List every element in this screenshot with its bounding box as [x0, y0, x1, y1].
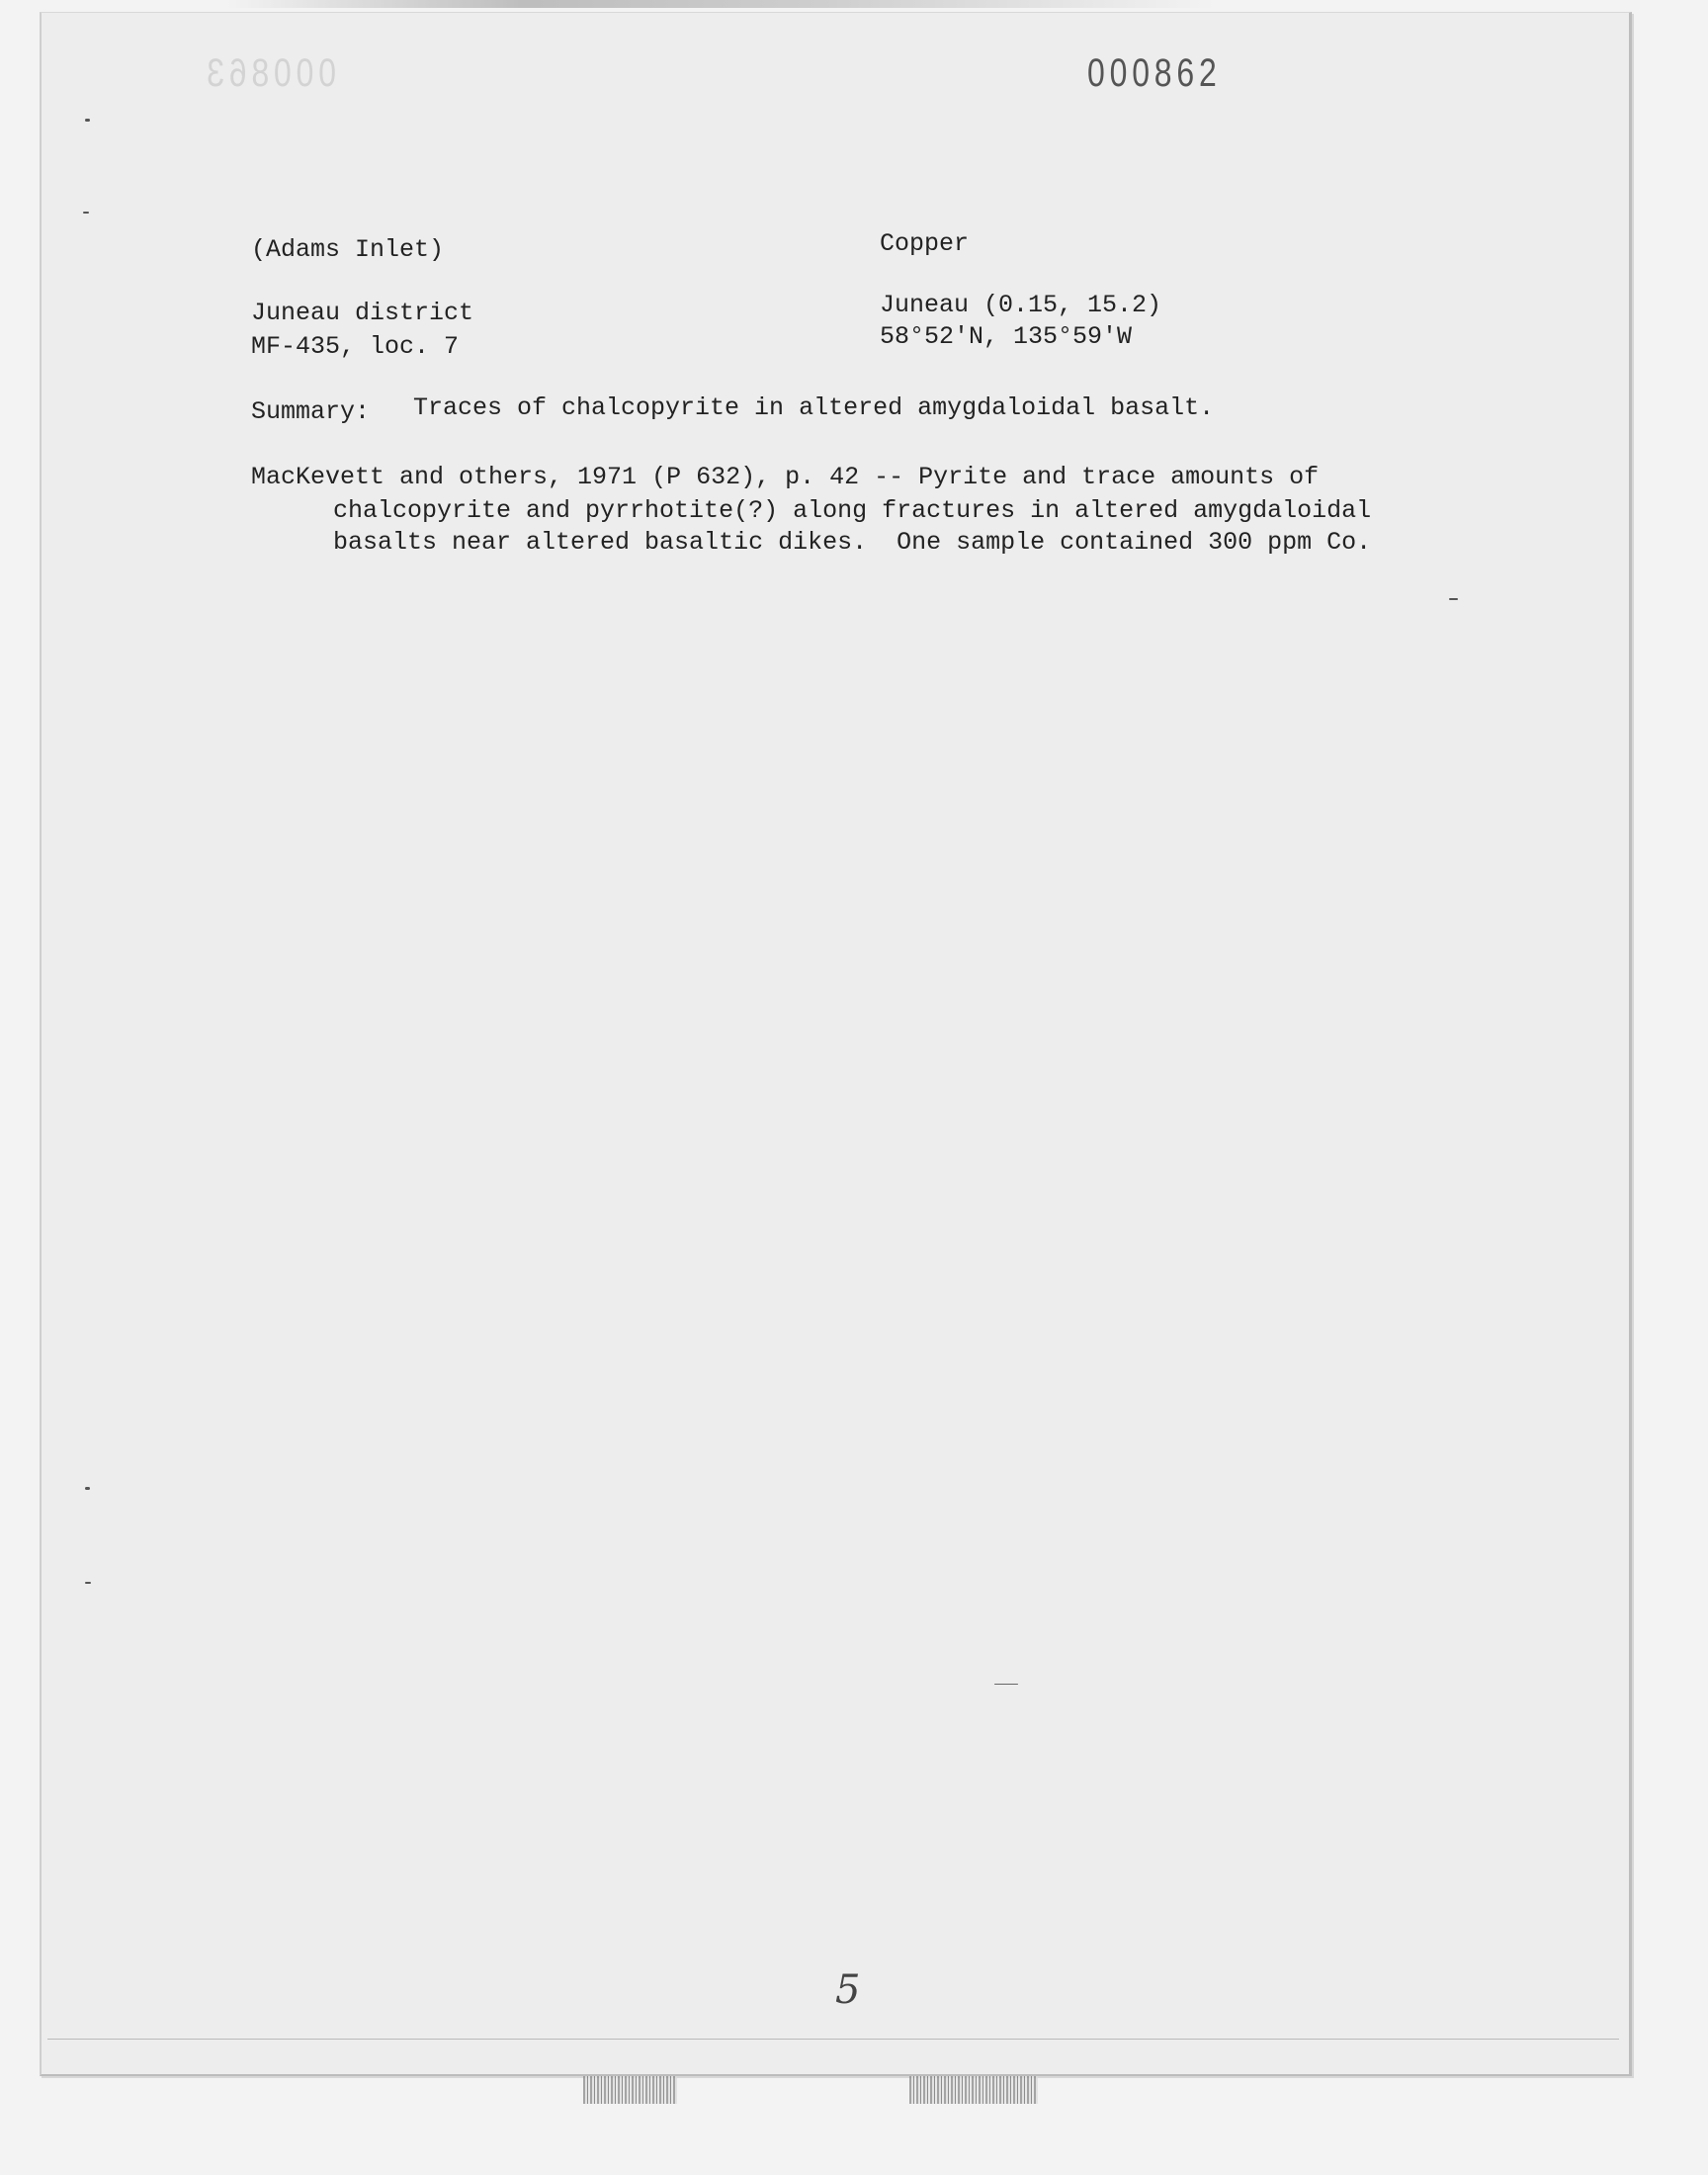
summary-text: Traces of chalcopyrite in altered amygdaloidal basalt. — [413, 393, 1215, 422]
map-reference: MF-435, loc. 7 — [251, 332, 460, 361]
scan-speck — [83, 212, 89, 214]
scan-speck — [85, 119, 90, 122]
prospect-name: (Adams Inlet) — [251, 235, 445, 264]
summary-label: Summary: — [251, 397, 371, 426]
scan-speck — [85, 1487, 90, 1490]
scan-artifact-right — [909, 2076, 1038, 2104]
scan-mark — [994, 1684, 1018, 1685]
coordinates: 58°52'N, 135°59'W — [880, 322, 1133, 351]
reference-line-2: chalcopyrite and pyrrhotite(?) along fractures in altered amygdaloidal — [333, 496, 1372, 525]
handwritten-page-number: 5 — [835, 1967, 861, 2013]
quadrangle: Juneau (0.15, 15.2) — [880, 291, 1162, 319]
scan-speck — [1449, 598, 1458, 600]
district: Juneau district — [251, 299, 474, 327]
reference-line-3: basalts near altered basaltic dikes. One sample contained 300 ppm Co. — [333, 528, 1372, 557]
scan-speck — [85, 1582, 91, 1584]
reference-line-1: MacKevett and others, 1971 (P 632), p. 42 -- Pyrite and trace amounts of — [251, 463, 1320, 491]
scan-edge-top — [227, 0, 1216, 8]
scan-bottom-rule — [47, 2039, 1619, 2040]
document-number-stamp: 000862 — [1087, 51, 1222, 95]
commodity: Copper — [880, 229, 970, 258]
scan-artifact-left — [583, 2076, 677, 2104]
bleed-through-stamp: 000863 — [202, 51, 336, 95]
